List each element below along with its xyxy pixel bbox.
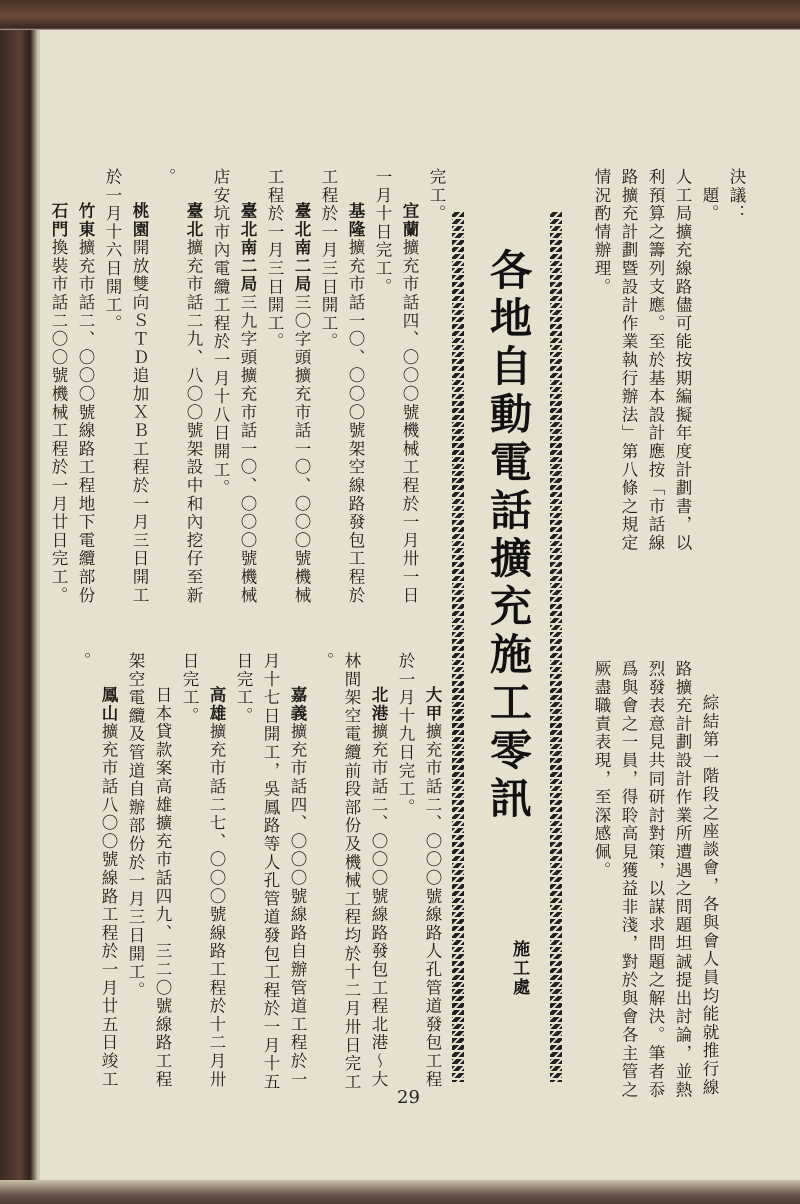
news-item-line <box>338 652 365 1092</box>
item-text: 擴充市話八〇〇號線路工程於一月廿五日竣工 <box>99 722 118 1089</box>
news-item-line <box>261 168 288 638</box>
resolution-block <box>588 168 750 553</box>
item-text: 換裝市話二〇〇號機械工程於一月廿日完工。 <box>49 238 68 605</box>
news-item-line <box>288 168 315 638</box>
news-item-line <box>45 168 72 638</box>
decorative-rule-right <box>550 212 562 1082</box>
item-text: 三〇字頭擴充市話一〇、〇〇〇號機械 <box>292 293 311 605</box>
news-item-line <box>284 652 311 1089</box>
news-items-middle <box>66 652 446 1092</box>
item-text: 日完工。 <box>180 652 199 726</box>
text-line: 綜結第一階段之座談會，各與會人員均能就推行線 <box>700 694 719 1097</box>
item-text: 。 <box>315 652 334 671</box>
item-text: 於一月十六日開工。 <box>103 168 122 333</box>
place-name: 臺北南二局 <box>292 202 311 294</box>
place-name: 宜蘭 <box>400 202 419 239</box>
news-item-line <box>369 168 396 638</box>
text-line: 人工局擴充線路儘可能按期編擬年度計劃書，以 <box>673 168 692 553</box>
text-line: 題。 <box>700 168 719 223</box>
news-item-line <box>72 168 99 638</box>
item-text: 月十七日開工，吳鳳路等人孔管道發包工程於一月十五 <box>261 652 280 1092</box>
item-text: 工程於一月三日開工。 <box>319 168 338 351</box>
news-item-line <box>180 168 207 638</box>
text-line: 情況酌情辦理。 <box>592 168 611 297</box>
conclusion-block <box>588 660 723 1100</box>
item-text: 擴充市話四、〇〇〇號線路自辦管道工程於一 <box>288 722 307 1089</box>
item-text: 擴充市話二九、八〇〇號架設中和內挖仔至新 <box>184 238 203 605</box>
item-text: 擴充市話二七、〇〇〇號線路工程於十二月卅 <box>207 722 226 1089</box>
news-item-line <box>95 652 122 1089</box>
place-name: 石門 <box>49 202 68 239</box>
news-item-line <box>365 652 392 1089</box>
article-title: 各地自動電話擴充施工零訊 <box>484 248 533 824</box>
item-text: 開放雙向ＳＴＤ追加ＸＢ工程於一月三日開工 <box>130 238 149 605</box>
item-text: 。 <box>72 652 91 671</box>
news-item-line <box>122 652 149 1082</box>
news-item-line <box>234 168 261 638</box>
text-line: 烈發表意見共同研討對策，以謀求問題之解決。筆者忝 <box>646 660 665 1100</box>
place-name: 桃園 <box>130 202 149 239</box>
item-text: 於一月十九日完工。 <box>396 652 415 817</box>
item-text: 擴充市話二、〇〇〇號線路發包工程北港～大 <box>369 722 388 1089</box>
news-item-line <box>423 168 450 638</box>
place-name: 竹東 <box>76 202 95 239</box>
item-text: 店安坑市內電纜工程於一月十八日開工。 <box>211 168 230 498</box>
news-items-left <box>49 168 450 638</box>
decorative-rule-left <box>452 212 464 1082</box>
text-line: 厥盡職責表現，至深感佩。 <box>592 660 611 880</box>
text-line: 利預算之籌列支應。至於基本設計應按「市話線 <box>646 168 665 553</box>
news-item-line <box>176 652 203 1082</box>
page-number: 29 <box>397 1087 420 1108</box>
news-item-line <box>149 652 176 1089</box>
item-text: 架空電纜及管道自辦部份於一月三日開工。 <box>126 652 145 1000</box>
item-text: 三九字頭擴充市話一〇、〇〇〇號機械 <box>238 293 257 605</box>
item-text: 擴充市話四、〇〇〇號機械工程於一月卅一日 <box>400 238 419 605</box>
item-text: 擴充市話二、〇〇〇號線路工程地下電纜部份 <box>76 238 95 605</box>
news-item-line <box>419 652 446 1089</box>
item-text: 擴充市話二、〇〇〇號線路人孔管道發包工程 <box>423 722 442 1089</box>
news-item-line <box>203 652 230 1089</box>
place-name: 臺北 <box>184 202 203 239</box>
resolution-label: 決議： <box>727 168 746 223</box>
item-text: 一月十日完工。 <box>373 168 392 297</box>
news-item-line <box>207 168 234 638</box>
item-text: 。 <box>157 168 176 187</box>
news-item-line <box>315 168 342 638</box>
item-text: 完工。 <box>427 168 446 223</box>
news-item-line <box>68 652 95 1082</box>
item-text: 林間架空電纜前段部份及機械工程均於十二月卅日完工 <box>342 652 361 1092</box>
book-bottom-edge <box>0 1180 800 1204</box>
place-name: 高雄 <box>207 686 226 723</box>
news-item-line <box>257 652 284 1092</box>
place-name: 鳳山 <box>99 686 118 723</box>
item-text: 日完工。 <box>234 652 253 726</box>
news-item-line <box>396 168 423 638</box>
book-cover-edge <box>0 0 800 30</box>
article-byline: 施工處 <box>509 940 529 997</box>
news-item-line <box>153 168 180 638</box>
news-item-line <box>99 168 126 638</box>
news-item-line <box>126 168 153 638</box>
news-item-line <box>392 652 419 1082</box>
text-line: 爲與會之一員，得聆高見獲益非淺，對於與會各主管之 <box>619 660 638 1100</box>
text-line: 路擴充計劃暨設計作業執行辦法」第八條之規定 <box>619 168 638 553</box>
place-name: 北港 <box>369 686 388 723</box>
place-name: 基隆 <box>346 202 365 239</box>
item-text: 擴充市話一〇、〇〇〇號架空線路發包工程於 <box>346 238 365 605</box>
place-name: 大甲 <box>423 686 442 723</box>
place-name: 嘉義 <box>288 686 307 723</box>
text-line: 路擴充計劃設計作業所遭遇之問題坦誠提出討論，並熱 <box>673 660 692 1100</box>
news-item-line <box>311 652 338 1082</box>
news-item-line <box>342 168 369 638</box>
news-item-line <box>230 652 257 1082</box>
item-text: 工程於一月三日開工。 <box>265 168 284 351</box>
place-name: 臺北南二局 <box>238 202 257 294</box>
item-text: 日本貸款案高雄擴充市話四九、三二〇號線路工程 <box>153 686 172 1089</box>
